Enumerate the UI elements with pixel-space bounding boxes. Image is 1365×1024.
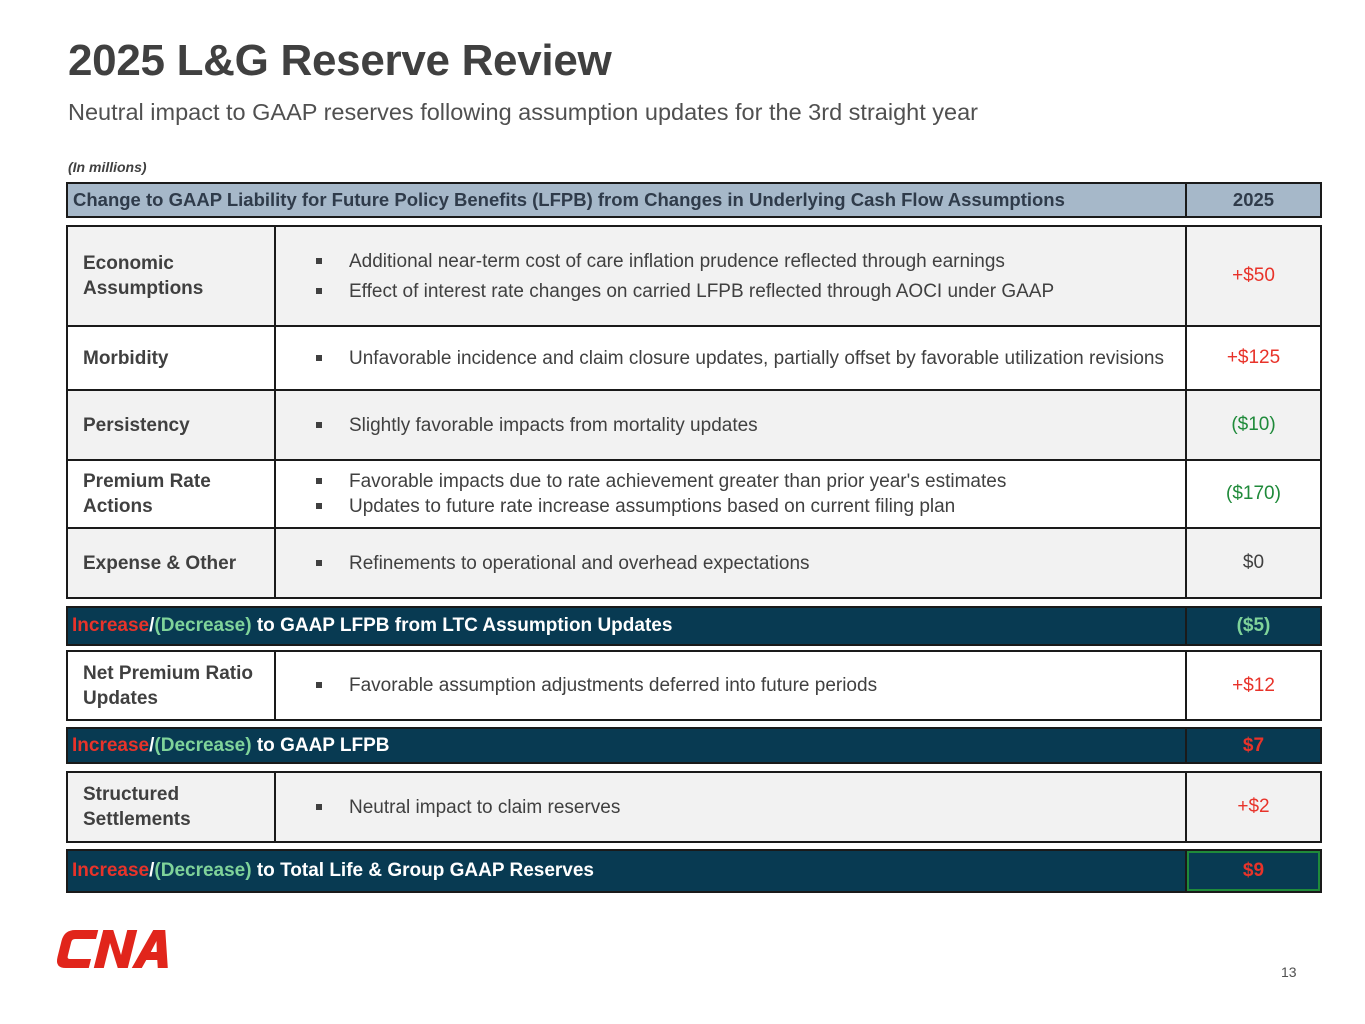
table-header-year: 2025 <box>1232 189 1275 210</box>
bullet-item: Effect of interest rate changes on carried LFPB reflected through AOCI under GAAP <box>316 279 1185 304</box>
row-description <box>276 227 1187 325</box>
row-label: Persistency <box>68 391 276 459</box>
decrease-text: (Decrease) <box>154 860 252 881</box>
row-value: +$2 <box>1237 796 1270 817</box>
table-row-morbidity <box>66 325 1322 391</box>
table-row-expense <box>66 527 1322 599</box>
increase-text: Increase <box>72 860 150 881</box>
slash-text: / <box>149 860 155 881</box>
subtotal-rest-text: to GAAP LFPB <box>251 734 390 756</box>
bullet-item: Slightly favorable impacts from mortality updates <box>316 413 1185 438</box>
bullet-item: Favorable impacts due to rate achievement greater than prior year's estimates <box>316 469 1185 494</box>
table-row-structured <box>66 771 1322 843</box>
row-label: Structured Settlements <box>68 773 276 841</box>
table-header-label: Change to GAAP Liability for Future Policy Benefits (LFPB) from Changes in Underlying Cash Flow Assumptions <box>68 184 1187 216</box>
table-row-economic <box>66 225 1322 327</box>
increase-text: Increase <box>72 734 150 756</box>
row-value: ($170) <box>1226 483 1281 504</box>
total-row <box>66 849 1322 893</box>
slash-text: / <box>149 615 155 636</box>
subtotal-rest-text: to GAAP LFPB from LTC Assumption Updates <box>251 615 673 636</box>
bullet-item: Neutral impact to claim reserves <box>316 795 1185 820</box>
subtotal-lfpb-row <box>66 727 1322 764</box>
row-description <box>276 773 1187 841</box>
decrease-text: (Decrease) <box>154 734 252 756</box>
bullet-item: Favorable assumption adjustments deferred into future periods <box>316 673 1185 698</box>
cna-logo <box>54 927 182 976</box>
increase-text: Increase <box>72 615 150 636</box>
row-label: Net Premium Ratio Updates <box>68 652 276 719</box>
total-label <box>68 851 1187 891</box>
row-label: Premium Rate Actions <box>68 461 276 527</box>
page-number: 13 <box>1281 964 1297 980</box>
table-header <box>66 182 1322 218</box>
subtotal-ltc-row <box>66 606 1322 646</box>
subtotal-label <box>68 608 1187 644</box>
bullet-item: Refinements to operational and overhead expectations <box>316 551 1185 576</box>
row-label: Economic Assumptions <box>68 227 276 325</box>
subtotal-label <box>68 729 1187 762</box>
row-description <box>276 652 1187 719</box>
row-value: +$12 <box>1232 674 1275 696</box>
row-value: ($10) <box>1231 414 1276 435</box>
page-subtitle: Neutral impact to GAAP reserves following assumption updates for the 3rd straight year <box>68 99 978 125</box>
row-description <box>276 391 1187 459</box>
row-label: Morbidity <box>68 327 276 389</box>
page-title: 2025 L&G Reserve Review <box>68 36 612 85</box>
cna-logo-icon <box>54 927 182 971</box>
row-description <box>276 327 1187 389</box>
table-row-premium-rate <box>66 459 1322 529</box>
bullet-item: Updates to future rate increase assumptions based on current filing plan <box>316 494 1185 519</box>
row-value: +$50 <box>1232 265 1275 286</box>
row-value: $0 <box>1242 552 1265 573</box>
table-row-persistency <box>66 389 1322 461</box>
row-description <box>276 461 1187 527</box>
decrease-text: (Decrease) <box>154 615 252 636</box>
row-label: Expense & Other <box>68 529 276 597</box>
subtotal-value: ($5) <box>1236 615 1271 636</box>
bullet-item: Additional near-term cost of care inflation prudence reflected through earnings <box>316 249 1185 274</box>
units-note: (In millions) <box>68 159 147 175</box>
row-value: +$125 <box>1226 347 1281 368</box>
total-rest-text: to Total Life & Group GAAP Reserves <box>251 860 594 881</box>
subtotal-value: $7 <box>1242 734 1265 756</box>
bullet-item: Unfavorable incidence and claim closure updates, partially offset by favorable utilization revisions <box>316 346 1185 371</box>
row-description <box>276 529 1187 597</box>
table-row-npr <box>66 650 1322 721</box>
total-value: $9 <box>1187 851 1320 891</box>
slash-text: / <box>149 734 155 756</box>
